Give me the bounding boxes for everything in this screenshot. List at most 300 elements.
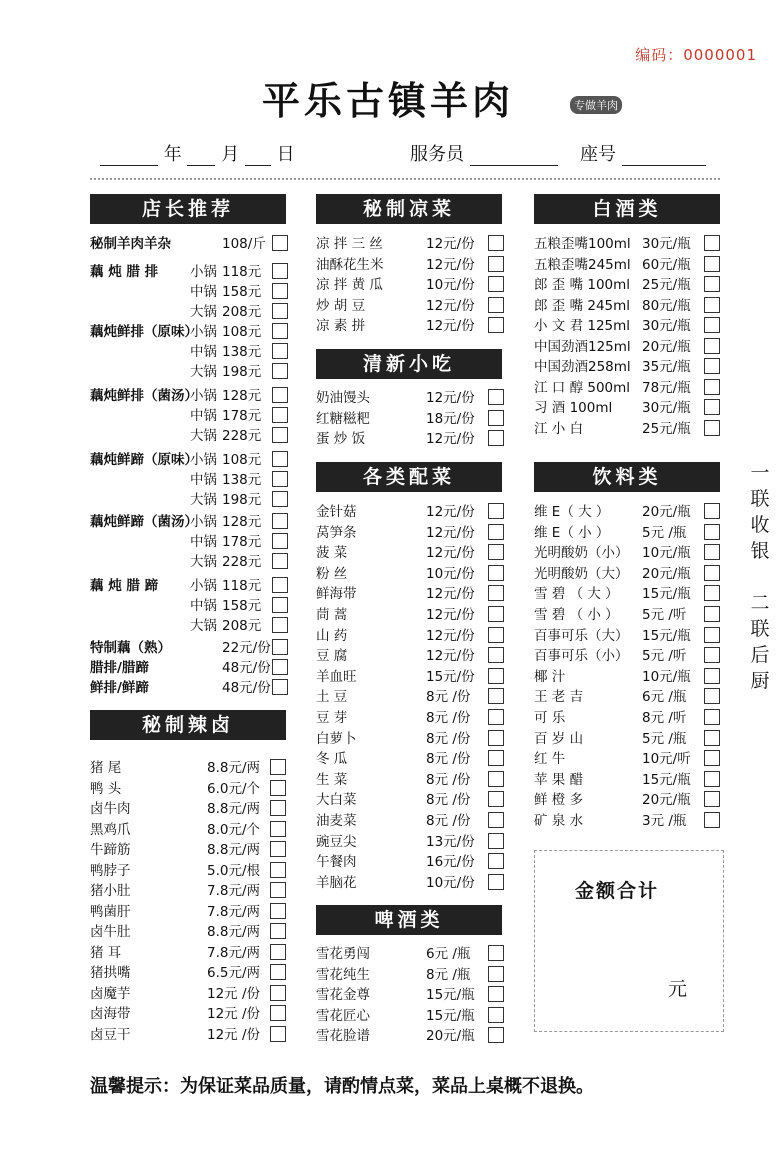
item-checkbox[interactable] [272, 387, 288, 403]
item-checkbox[interactable] [272, 407, 288, 423]
item-price: 8元 /份 [426, 771, 471, 788]
menu-item-dianzhang [90, 300, 290, 320]
item-checkbox[interactable] [704, 317, 720, 333]
menu-item-baijiu [534, 335, 734, 355]
item-size: 中锅 [190, 408, 217, 424]
item-checkbox[interactable] [704, 627, 720, 643]
item-checkbox[interactable] [704, 606, 720, 622]
item-checkbox[interactable] [272, 617, 288, 633]
item-price: 7.8元/两 [207, 883, 261, 899]
item-checkbox[interactable] [272, 533, 288, 549]
menu-item-pijiu [316, 942, 516, 962]
item-checkbox[interactable] [272, 471, 288, 487]
item-checkbox[interactable] [704, 503, 720, 519]
item-checkbox[interactable] [704, 647, 720, 663]
item-checkbox[interactable] [488, 256, 504, 272]
item-price: 12元/份 [426, 504, 475, 520]
item-name: 维 E（ 小 ） [534, 524, 610, 541]
menu-item-lalu [90, 859, 290, 879]
item-name: 猪 尾 [90, 760, 122, 776]
item-checkbox[interactable] [488, 235, 504, 251]
menu-item-baijiu [534, 273, 734, 293]
menu-item-yinliao [534, 624, 734, 644]
item-size: 小锅 [190, 452, 217, 468]
menu-item-lalu [90, 920, 290, 940]
item-checkbox[interactable] [272, 427, 288, 443]
item-name: 中国劲酒125ml [534, 338, 631, 355]
menu-item-dianzhang [90, 260, 290, 280]
menu-item-xiaochi [316, 407, 516, 427]
item-name: 豆 芽 [316, 710, 348, 726]
item-name: 椰 汁 [534, 668, 566, 685]
item-price: 8.8元/两 [207, 801, 261, 817]
item-checkbox[interactable] [272, 639, 288, 655]
copy-note-char: 收 [750, 514, 770, 536]
item-price: 228元 [222, 428, 262, 444]
item-price: 60元/瓶 [642, 256, 691, 273]
item-checkbox[interactable] [488, 874, 504, 890]
copy-note-char: 一 [750, 462, 770, 484]
menu-item-dianzhang [90, 530, 290, 550]
month-blank[interactable] [187, 147, 215, 166]
item-checkbox[interactable] [270, 862, 286, 878]
item-price: 15元/瓶 [642, 771, 691, 788]
item-checkbox[interactable] [488, 812, 504, 828]
item-price: 228元 [222, 554, 262, 570]
item-checkbox[interactable] [270, 944, 286, 960]
menu-item-dianzhang [90, 574, 290, 594]
item-checkbox[interactable] [272, 513, 288, 529]
waiter-blank[interactable] [470, 147, 558, 166]
menu-item-xiaochi [316, 427, 516, 447]
item-checkbox[interactable] [488, 606, 504, 622]
item-price: 8元 /听 [642, 710, 687, 726]
item-name: 百事可乐（小） [534, 648, 629, 665]
item-name: 藕炖鲜蹄（原味） [90, 452, 198, 468]
item-name: 鸭菌肝 [90, 903, 131, 920]
menu-item-lalu [90, 879, 290, 899]
item-price: 20元/瓶 [642, 565, 691, 582]
year-label: 年 [163, 144, 182, 165]
year-blank[interactable] [100, 147, 158, 166]
item-name: 雪花纯生 [316, 966, 370, 983]
copy-note-char: 后 [750, 644, 770, 666]
item-checkbox[interactable] [488, 585, 504, 601]
menu-item-baijiu [534, 376, 734, 396]
item-price: 5元 /听 [642, 648, 687, 665]
menu-item-lalu [90, 797, 290, 817]
item-name: 卤牛肉 [90, 801, 131, 817]
item-checkbox[interactable] [488, 524, 504, 540]
item-checkbox[interactable] [488, 276, 504, 292]
item-name: 羊脑花 [316, 874, 357, 891]
item-price: 8元 /份 [426, 792, 471, 809]
copy-note-char: 银 [750, 540, 770, 562]
item-checkbox[interactable] [704, 338, 720, 354]
item-price: 178元 [222, 534, 262, 550]
item-name: 郎 歪 嘴 245ml [534, 297, 631, 314]
menu-item-xiaochi [316, 386, 516, 406]
date-line [100, 140, 295, 166]
item-price: 30元/瓶 [642, 318, 691, 334]
menu-item-peicai [316, 727, 516, 747]
item-name: 鸭 头 [90, 780, 122, 797]
item-name: 红糖糍粑 [316, 410, 370, 427]
item-checkbox[interactable] [272, 451, 288, 467]
item-checkbox[interactable] [704, 812, 720, 828]
item-checkbox[interactable] [272, 235, 288, 251]
menu-item-peicai [316, 788, 516, 808]
item-size: 中锅 [190, 598, 217, 614]
month-label: 月 [221, 144, 240, 165]
item-name: 卤牛肚 [90, 924, 131, 940]
item-name: 山 药 [316, 627, 348, 644]
item-checkbox[interactable] [488, 627, 504, 643]
item-checkbox[interactable] [488, 430, 504, 446]
item-checkbox[interactable] [488, 771, 504, 787]
footer-note: 温馨提示：为保证菜品质量，请酌情点菜，菜品上桌概不退换。 [90, 1076, 594, 1097]
item-name: 五粮歪嘴245ml [534, 256, 631, 273]
menu-item-lalu [90, 982, 290, 1002]
item-price: 20元/瓶 [642, 792, 691, 809]
copy-note-char: 联 [750, 618, 770, 640]
menu-item-peicai [316, 685, 516, 705]
item-checkbox[interactable] [488, 410, 504, 426]
item-checkbox[interactable] [704, 358, 720, 374]
item-name: 土 豆 [316, 689, 348, 706]
item-checkbox[interactable] [272, 283, 288, 299]
menu-item-lalu [90, 1023, 290, 1043]
menu-item-yinliao [534, 582, 734, 602]
item-price: 128元 [222, 514, 262, 530]
item-checkbox[interactable] [270, 923, 286, 939]
item-checkbox[interactable] [270, 759, 286, 775]
item-name: 鲜 橙 多 [534, 792, 584, 809]
item-price: 12元/份 [426, 545, 475, 562]
item-checkbox[interactable] [704, 709, 720, 725]
item-checkbox[interactable] [272, 323, 288, 339]
item-checkbox[interactable] [704, 688, 720, 704]
waiter-label: 服务员 [410, 144, 464, 165]
menu-item-baijiu [534, 314, 734, 334]
item-checkbox[interactable] [488, 297, 504, 313]
total-label: 金额合计 [575, 880, 660, 902]
menu-item-yinliao [534, 768, 734, 788]
specialty-badge: 专做羊肉 [570, 96, 622, 114]
item-checkbox[interactable] [704, 730, 720, 746]
item-checkbox[interactable] [704, 668, 720, 684]
item-price: 12元/份 [426, 390, 475, 406]
item-price: 6元 /瓶 [642, 689, 687, 706]
item-checkbox[interactable] [270, 1026, 286, 1042]
menu-item-dianzhang [90, 280, 290, 300]
item-price: 15元/份 [426, 668, 475, 685]
item-checkbox[interactable] [270, 964, 286, 980]
item-name: 藕炖鲜排（菌汤） [90, 388, 198, 404]
menu-item-peicai [316, 562, 516, 582]
item-checkbox[interactable] [704, 379, 720, 395]
item-checkbox[interactable] [270, 882, 286, 898]
section-header-dianzhang: 店长推荐 [90, 194, 286, 224]
menu-item-peicai [316, 850, 516, 870]
item-name: 奶油馒头 [316, 390, 370, 406]
item-checkbox[interactable] [488, 966, 504, 982]
item-checkbox[interactable] [270, 800, 286, 816]
item-name: 鸭脖子 [90, 862, 131, 879]
item-checkbox[interactable] [488, 668, 504, 684]
item-name: 王 老 吉 [534, 689, 584, 706]
seat-line [580, 140, 706, 166]
item-price: 118元 [222, 264, 262, 280]
item-checkbox[interactable] [488, 791, 504, 807]
menu-item-dianzhang [90, 424, 290, 444]
item-size: 大锅 [190, 364, 217, 380]
item-checkbox[interactable] [488, 1027, 504, 1043]
item-name: 牛蹄筋 [90, 842, 131, 858]
item-checkbox[interactable] [704, 750, 720, 766]
item-checkbox[interactable] [272, 363, 288, 379]
item-price: 8.8元/两 [207, 842, 261, 858]
item-checkbox[interactable] [704, 399, 720, 415]
item-checkbox[interactable] [704, 256, 720, 272]
menu-item-peicai [316, 582, 516, 602]
item-price: 108元 [222, 452, 262, 468]
menu-item-lalu [90, 838, 290, 858]
menu-item-peicai [316, 521, 516, 541]
item-name: 茼 蒿 [316, 607, 348, 623]
item-checkbox[interactable] [704, 235, 720, 251]
item-size: 小锅 [190, 514, 217, 530]
item-checkbox[interactable] [488, 503, 504, 519]
item-checkbox[interactable] [272, 343, 288, 359]
item-name: 白萝卜 [316, 730, 357, 747]
item-price: 178元 [222, 408, 262, 424]
menu-item-liangcai [316, 253, 516, 273]
item-price: 6.5元/两 [207, 965, 261, 981]
item-price: 20元/瓶 [426, 1028, 475, 1044]
item-size: 大锅 [190, 554, 217, 570]
menu-item-liangcai [316, 314, 516, 334]
item-checkbox[interactable] [270, 1005, 286, 1021]
item-price: 138元 [222, 472, 262, 488]
item-checkbox[interactable] [270, 903, 286, 919]
item-name: 中国劲酒258ml [534, 359, 631, 375]
section-header-pijiu: 啤酒类 [316, 905, 502, 935]
menu-item-dianzhang [90, 510, 290, 530]
item-checkbox[interactable] [488, 833, 504, 849]
menu-item-dianzhang [90, 384, 290, 404]
item-name: 卤海带 [90, 1006, 131, 1022]
item-name: 腊排/腊蹄 [90, 660, 149, 676]
item-price: 12元/份 [426, 236, 475, 252]
menu-item-pijiu [316, 963, 516, 983]
item-checkbox[interactable] [704, 565, 720, 581]
menu-item-dianzhang [90, 340, 290, 360]
item-price: 10元/瓶 [642, 545, 691, 562]
item-checkbox[interactable] [488, 544, 504, 560]
menu-item-peicai [316, 603, 516, 623]
item-size: 中锅 [190, 534, 217, 550]
item-checkbox[interactable] [488, 565, 504, 581]
item-name: 雪花脸谱 [316, 1028, 370, 1044]
item-price: 10元/份 [426, 277, 475, 293]
item-checkbox[interactable] [488, 945, 504, 961]
item-checkbox[interactable] [704, 771, 720, 787]
item-checkbox[interactable] [488, 709, 504, 725]
menu-item-liangcai [316, 294, 516, 314]
menu-item-dianzhang [90, 360, 290, 380]
item-price: 8.0元/个 [207, 821, 261, 838]
item-price: 8.8元/两 [207, 760, 261, 776]
day-blank[interactable] [245, 147, 271, 166]
seat-blank[interactable] [622, 147, 706, 166]
item-price: 20元/瓶 [642, 338, 691, 355]
item-price: 8.8元/两 [207, 924, 261, 940]
menu-item-dianzhang [90, 594, 290, 614]
item-name: 雪花金尊 [316, 987, 370, 1003]
item-name: 雪花匠心 [316, 1007, 370, 1024]
item-price: 10元/份 [426, 565, 475, 582]
item-name: 百事可乐（大） [534, 627, 629, 644]
copy-note [749, 460, 771, 694]
item-price: 5元 /瓶 [642, 524, 687, 541]
item-price: 138元 [222, 344, 262, 360]
item-checkbox[interactable] [488, 986, 504, 1002]
item-price: 198元 [222, 364, 262, 380]
item-checkbox[interactable] [270, 821, 286, 837]
item-price: 12元 /份 [207, 1006, 261, 1022]
page-title: 平乐古镇羊肉 [262, 79, 515, 123]
item-checkbox[interactable] [704, 585, 720, 601]
section-header-baijiu: 白酒类 [534, 194, 720, 224]
item-price: 128元 [222, 388, 262, 404]
item-checkbox[interactable] [704, 297, 720, 313]
item-name: 江 小 白 [534, 420, 584, 437]
item-price: 7.8元/两 [207, 903, 261, 920]
item-checkbox[interactable] [704, 420, 720, 436]
item-price: 48元/份 [222, 680, 271, 696]
menu-item-peicai [316, 747, 516, 767]
item-price: 25元/瓶 [642, 277, 691, 293]
item-checkbox[interactable] [488, 750, 504, 766]
item-price: 10元/份 [426, 874, 475, 891]
item-name: 光明酸奶（小） [534, 545, 629, 562]
item-name: 特制藕（熟） [90, 640, 171, 656]
item-price: 12元/份 [426, 297, 475, 314]
item-checkbox[interactable] [488, 317, 504, 333]
menu-item-lalu [90, 777, 290, 797]
item-price: 158元 [222, 598, 262, 614]
menu-item-dianzhang [90, 448, 290, 468]
item-checkbox[interactable] [488, 647, 504, 663]
item-price: 15元/瓶 [642, 586, 691, 603]
item-price: 22元/份 [222, 640, 271, 656]
item-price: 12元 /份 [207, 985, 261, 1002]
item-price: 12元/份 [426, 431, 475, 447]
menu-item-dianzhang [90, 232, 290, 252]
item-checkbox[interactable] [272, 303, 288, 319]
menu-item-baijiu [534, 253, 734, 273]
menu-item-lalu [90, 961, 290, 981]
menu-item-peicai [316, 809, 516, 829]
item-checkbox[interactable] [272, 263, 288, 279]
item-checkbox[interactable] [704, 276, 720, 292]
item-name: 生 菜 [316, 771, 348, 788]
item-name: 菠 菜 [316, 545, 348, 562]
item-name: 维 E（ 大 ） [534, 504, 610, 520]
item-checkbox[interactable] [488, 688, 504, 704]
item-name: 藕炖鲜蹄（菌汤） [90, 514, 198, 530]
item-name: 苹 果 醋 [534, 771, 584, 788]
item-price: 48元/份 [222, 660, 271, 676]
item-name: 习 酒 100ml [534, 400, 613, 416]
menu-item-dianzhang [90, 676, 290, 696]
item-size: 小锅 [190, 264, 217, 280]
item-checkbox[interactable] [272, 597, 288, 613]
item-checkbox[interactable] [488, 730, 504, 746]
menu-item-yinliao [534, 747, 734, 767]
item-checkbox[interactable] [488, 853, 504, 869]
item-name: 卤魔芋 [90, 985, 131, 1002]
item-size: 小锅 [190, 388, 217, 404]
item-checkbox[interactable] [704, 791, 720, 807]
item-checkbox[interactable] [270, 780, 286, 796]
menu-item-peicai [316, 644, 516, 664]
menu-item-yinliao [534, 788, 734, 808]
menu-item-pijiu [316, 1024, 516, 1044]
item-price: 12元 /份 [207, 1026, 261, 1043]
item-price: 15元/瓶 [426, 1007, 475, 1024]
item-name: 江 口 醇 500ml [534, 379, 631, 396]
copy-note-char: 联 [750, 488, 770, 510]
item-checkbox[interactable] [272, 491, 288, 507]
item-name: 粉 丝 [316, 565, 348, 582]
item-checkbox[interactable] [272, 679, 288, 695]
item-price: 8元 /份 [426, 710, 471, 726]
item-name: 凉 拌 三 丝 [316, 236, 383, 252]
item-checkbox[interactable] [704, 544, 720, 560]
item-checkbox[interactable] [270, 841, 286, 857]
menu-item-dianzhang [90, 320, 290, 340]
item-price: 158元 [222, 284, 262, 300]
copy-note-char: 厨 [750, 670, 770, 692]
item-checkbox[interactable] [272, 553, 288, 569]
item-price: 6.0元/个 [207, 780, 261, 797]
menu-item-lalu [90, 1002, 290, 1022]
item-name: 藕 炖 腊 蹄 [90, 578, 159, 594]
menu-item-pijiu [316, 1004, 516, 1024]
item-name: 金针菇 [316, 504, 357, 520]
item-name: 莴笋条 [316, 524, 357, 541]
menu-item-peicai [316, 624, 516, 644]
item-size: 大锅 [190, 618, 217, 634]
item-price: 12元/份 [426, 524, 475, 541]
item-name: 猪小肚 [90, 883, 131, 899]
item-checkbox[interactable] [488, 1007, 504, 1023]
item-checkbox[interactable] [270, 985, 286, 1001]
item-price: 12元/份 [426, 586, 475, 603]
item-checkbox[interactable] [272, 577, 288, 593]
item-checkbox[interactable] [704, 524, 720, 540]
menu-item-lalu [90, 941, 290, 961]
item-price: 16元/份 [426, 854, 475, 871]
item-price: 10元/瓶 [642, 668, 691, 685]
item-checkbox[interactable] [272, 659, 288, 675]
item-price: 18元/份 [426, 410, 475, 427]
section-header-yinliao: 饮料类 [534, 462, 720, 492]
item-checkbox[interactable] [488, 389, 504, 405]
item-price: 20元/瓶 [642, 504, 691, 520]
